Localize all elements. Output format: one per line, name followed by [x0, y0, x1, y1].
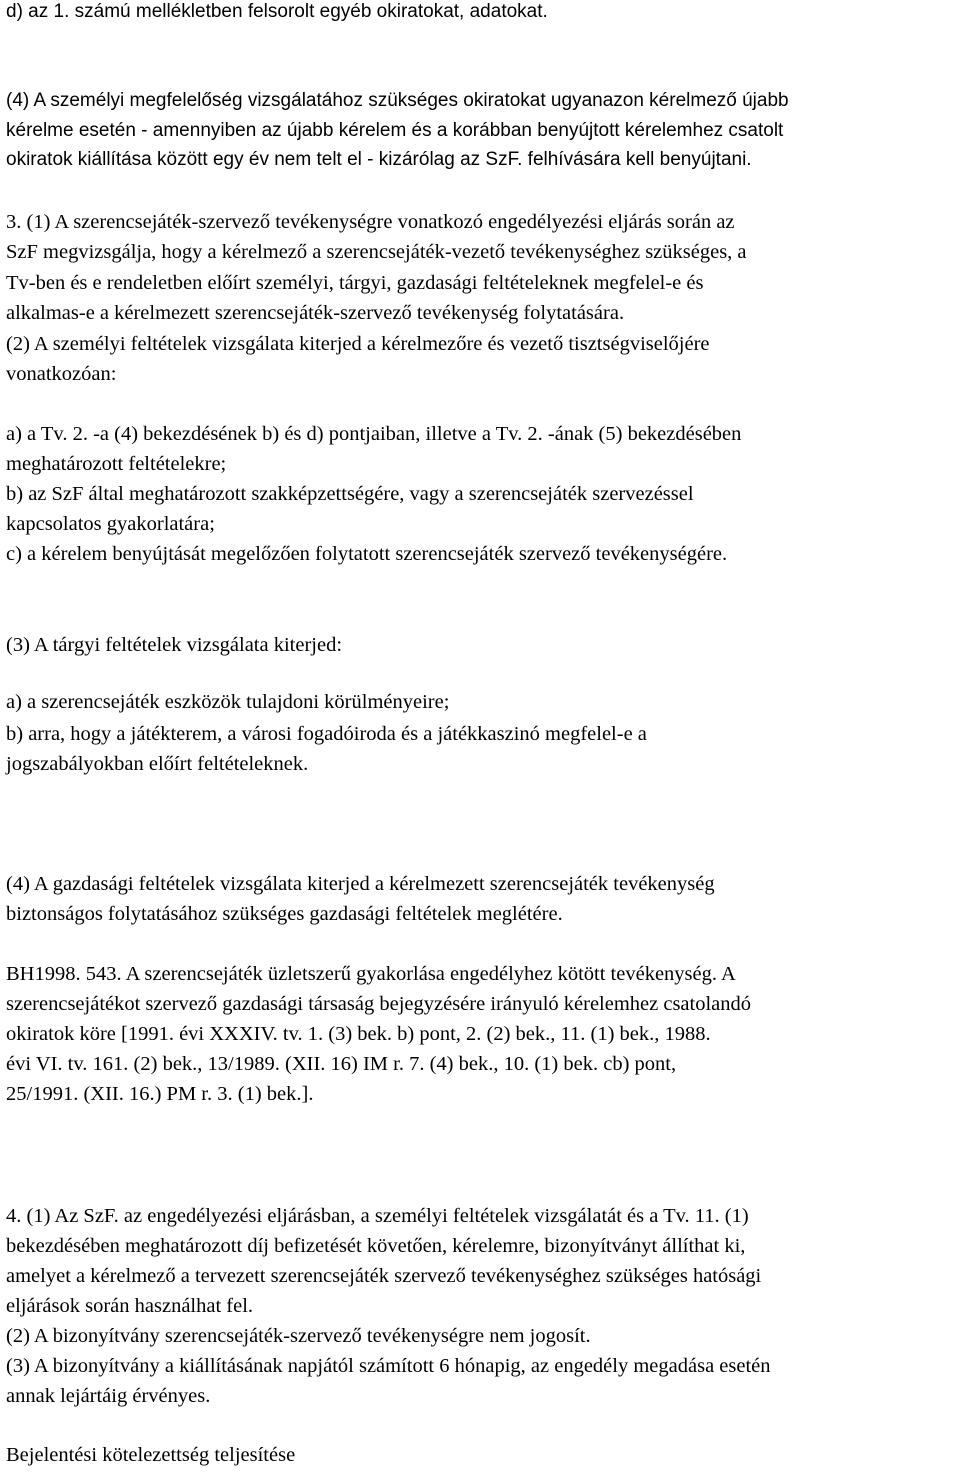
text-line-11: a) a Tv. 2. -a (4) bekezdésének b) és d) pontjaiban, illetve a Tv. 2. -ának (5) bekezdésében	[6, 423, 742, 445]
text-line-22: BH1998. 543. A szerencsejáték üzletszerű gyakorlása engedélyhez kötött tevékenység. A	[6, 963, 736, 985]
text-line-4: okiratok kiállítása között egy év nem telt el - kizárólag az SzF. felhívására kell benyújtani.	[6, 149, 752, 170]
text-line-14: kapcsolatos gyakorlatára;	[6, 513, 215, 535]
text-line-19: jogszabályokban előírt feltételeknek.	[6, 753, 309, 775]
text-line-7: Tv-ben és e rendeletben előírt személyi, tárgyi, gazdasági feltételeknek megfelel-e és	[6, 272, 704, 294]
text-line-24: okiratok köre [1991. évi XXXIV. tv. 1. (3) bek. b) pont, 2. (2) bek., 11. (1) bek., 1988.	[6, 1023, 711, 1045]
text-line-23: szerencsejátékot szervező gazdasági társaság bejegyzésére irányuló kérelemhez csatolandó	[6, 993, 752, 1015]
text-line-32: (3) A bizonyítvány a kiállításának napjától számított 6 hónapig, az engedély megadása esetén	[6, 1355, 771, 1377]
text-line-10: vonatkozóan:	[6, 363, 117, 385]
text-line-5: 3. (1) A szerencsejáték-szervező tevékenységre vonatkozó engedélyezési eljárás során az	[6, 211, 735, 233]
text-line-26: 25/1991. (XII. 16.) PM r. 3. (1) bek.].	[6, 1083, 314, 1105]
text-line-1: d) az 1. számú mellékletben felsorolt egyéb okiratokat, adatokat.	[6, 1, 548, 22]
text-line-18: b) arra, hogy a játékterem, a városi fogadóiroda és a játékkaszinó megfelel-e a	[6, 723, 647, 745]
text-line-3: kérelme esetén - amennyiben az újabb kérelem és a korábban benyújtott kérelemhez csatolt	[6, 120, 784, 141]
text-line-2: (4) A személyi megfelelőség vizsgálatához szükséges okiratokat ugyanazon kérelmező újabb	[6, 90, 789, 111]
text-line-9: (2) A személyi feltételek vizsgálata kiterjed a kérelmezőre és vezető tisztségviselőjére	[6, 333, 710, 355]
text-line-13: b) az SzF által meghatározott szakképzettségére, vagy a szerencsejáték szervezéssel	[6, 483, 694, 505]
text-line-6: SzF megvizsgálja, hogy a kérelmező a szerencsejáték-vezető tevékenységhez szükséges, a	[6, 241, 747, 263]
text-line-8: alkalmas-e a kérelmezett szerencsejáték-szervező tevékenység folytatására.	[6, 302, 625, 324]
text-line-17: a) a szerencsejáték eszközök tulajdoni körülményeire;	[6, 691, 450, 713]
text-line-12: meghatározott feltételekre;	[6, 453, 227, 475]
text-line-30: eljárások során használhat fel.	[6, 1295, 254, 1317]
text-line-28: bekezdésében meghatározott díj befizetését követően, kérelemre, bizonyítványt állíthat ki,	[6, 1235, 746, 1257]
text-line-25: évi VI. tv. 161. (2) bek., 13/1989. (XII. 16) IM r. 7. (4) bek., 10. (1) bek. cb) pont,	[6, 1053, 677, 1075]
text-line-27: 4. (1) Az SzF. az engedélyezési eljárásban, a személyi feltételek vizsgálatát és a Tv. 11. (1)	[6, 1205, 749, 1227]
text-line-34: Bejelentési kötelezettség teljesítése	[6, 1444, 296, 1466]
text-line-15: c) a kérelem benyújtását megelőzően folytatott szerencsejáték szervező tevékenységére.	[6, 543, 728, 565]
text-line-29: amelyet a kérelmező a tervezett szerencsejáték szervező tevékenységhez szükséges hatósági	[6, 1265, 762, 1287]
text-line-20: (4) A gazdasági feltételek vizsgálata kiterjed a kérelmezett szerencsejáték tevékenység	[6, 873, 715, 895]
text-line-16: (3) A tárgyi feltételek vizsgálata kiterjed:	[6, 634, 343, 656]
text-line-21: biztonságos folytatásához szükséges gazdasági feltételek meglétére.	[6, 903, 563, 925]
text-line-31: (2) A bizonyítvány szerencsejáték-szervező tevékenységre nem jogosít.	[6, 1325, 591, 1347]
text-line-33: annak lejártáig érvényes.	[6, 1385, 211, 1407]
